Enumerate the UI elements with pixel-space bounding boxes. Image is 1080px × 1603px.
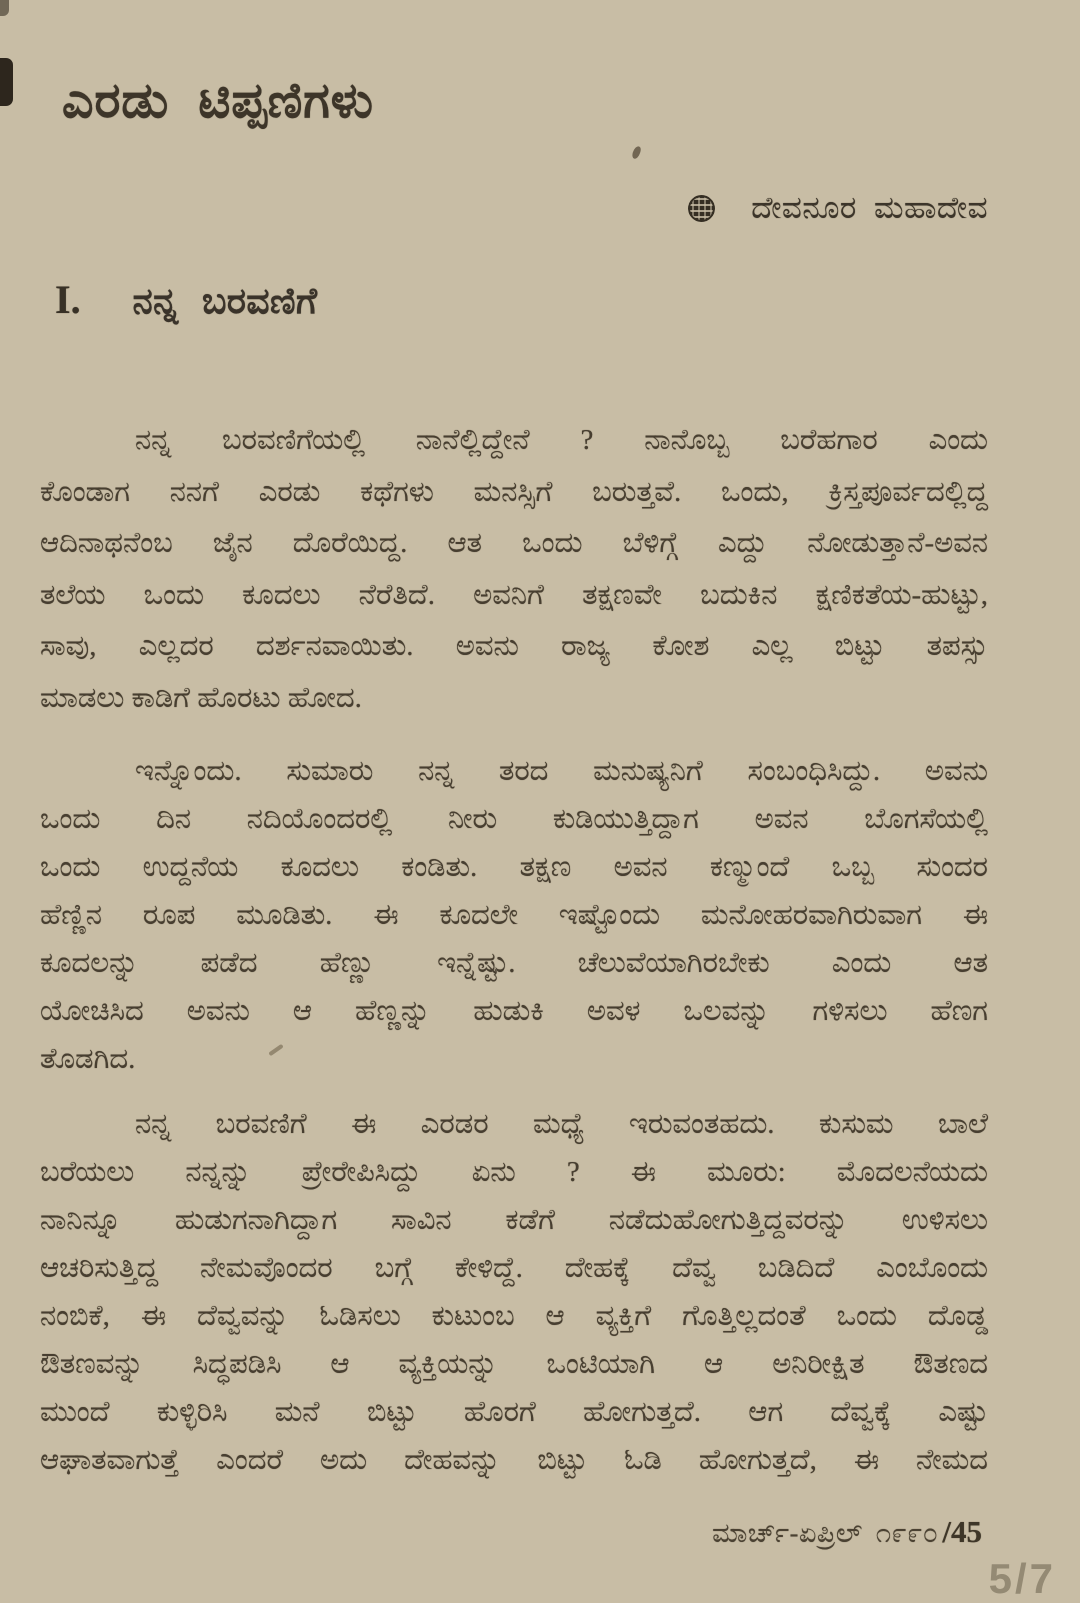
body-line: ಯೋಚಿಸಿದ ಅವನು ಆ ಹೆಣ್ಣನ್ನು ಹುಡುಕಿ ಅವಳ ಒಲವನ್ನು ಗಳಿಸಲು ಹೆಣಗ	[40, 995, 988, 1027]
byline	[688, 190, 988, 227]
body-line: ಔತಣವನ್ನು ಸಿದ್ಧಪಡಿಸಿ ಆ ವ್ಯಕ್ತಿಯನ್ನು ಒಂಟಿಯಾಗಿ ಆ ಅನಿರೀಕ್ಷಿತ ಔತಣದ	[40, 1348, 988, 1380]
body-line: ಸಾವು, ಎಲ್ಲದರ ದರ್ಶನವಾಯಿತು. ಅವನು ರಾಜ್ಯ ಕೋಶ ಎಲ್ಲ ಬಿಟ್ಟು ತಪಸ್ಸು	[40, 630, 988, 662]
body-line: ನಂಬಿಕೆ, ಈ ದೆವ್ವವನ್ನು ಓಡಿಸಲು ಕುಟುಂಬ ಆ ವ್ಯಕ್ತಿಗೆ ಗೊತ್ತಿಲ್ಲದಂತೆ ಒಂದು ದೊಡ್ಡ	[40, 1300, 988, 1332]
body-line: ಹೆಣ್ಣಿನ ರೂಪ ಮೂಡಿತು. ಈ ಕೂದಲೇ ಇಷ್ಟೊಂದು ಮನೋಹರವಾಗಿರುವಾಗ ಈ	[40, 899, 988, 931]
paragraph-2	[40, 747, 988, 1083]
section-title: ನನ್ನ ಬರವಣಿಗೆ	[132, 281, 318, 321]
scan-artifact-left-bar	[0, 58, 13, 106]
body-line: ಇನ್ನೊಂದು. ಸುಮಾರು ನನ್ನ ತರದ ಮನುಷ್ಯನಿಗೆ ಸಂಬಂಧಿಸಿದ್ದು. ಅವನು	[135, 755, 988, 787]
body-line: ನಾನಿನ್ನೂ ಹುಡುಗನಾಗಿದ್ದಾಗ ಸಾವಿನ ಕಡೆಗೆ ನಡೆದುಹೋಗುತ್ತಿದ್ದವರನ್ನು ಉಳಿಸಲು	[40, 1204, 988, 1236]
scan-artifact-corner	[0, 0, 9, 16]
paragraph-3	[40, 1100, 988, 1484]
body-line: ಕೂದಲನ್ನು ಪಡೆದ ಹೆಣ್ಣು ಇನ್ನೆಷ್ಟು. ಚೆಲುವೆಯಾಗಿರಬೇಕು ಎಂದು ಆತ	[40, 947, 988, 979]
body-line: ಆಘಾತವಾಗುತ್ತೆ ಎಂದರೆ ಅದು ದೇಹವನ್ನು ಬಿಟ್ಟು ಓಡಿ ಹೋಗುತ್ತದೆ, ಈ ನೇಮದ	[40, 1444, 988, 1476]
issue-date: ಮಾರ್ಚ್-ಏಪ್ರಿಲ್ ೧೯೯೦	[712, 1518, 939, 1548]
author-name: ದೇವನೂರ ಮಹಾದೇವ	[751, 190, 988, 225]
body-line: ಮಾಡಲು ಕಾಡಿಗೆ ಹೊರಟು ಹೋದ.	[40, 681, 362, 714]
section-heading	[55, 276, 317, 323]
globe-bullet-icon	[688, 195, 715, 222]
body-line: ಆಚರಿಸುತ್ತಿದ್ದ ನೇಮವೊಂದರ ಬಗ್ಗೆ ಕೇಳಿದ್ದೆ. ದೇಹಕ್ಕೆ ದೆವ್ವ ಬಡಿದಿದೆ ಎಂಬೊಂದು	[40, 1252, 988, 1284]
paragraph-1	[40, 415, 988, 724]
body-line: ಮುಂದೆ ಕುಳ್ಳಿರಿಸಿ ಮನೆ ಬಿಟ್ಟು ಹೊರಗೆ ಹೋಗುತ್ತದೆ. ಆಗ ದೆವ್ವಕ್ಕೆ ಎಷ್ಟು	[40, 1396, 988, 1428]
body-line: ಕೊಂಡಾಗ ನನಗೆ ಎರಡು ಕಥೆಗಳು ಮನಸ್ಸಿಗೆ ಬರುತ್ತವೆ. ಒಂದು, ಕ್ರಿಸ್ತಪೂರ್ವದಲ್ಲಿದ್ದ	[40, 475, 988, 508]
body-line: ತಲೆಯ ಒಂದು ಕೂದಲು ನೆರೆತಿದೆ. ಅವನಿಗೆ ತಕ್ಷಣವೇ ಬದುಕಿನ ಕ್ಷಣಿಕತೆಯ-ಹುಟ್ಟು,	[40, 578, 988, 611]
body-line: ಆದಿನಾಥನೆಂಬ ಜೈನ ದೊರೆಯಿದ್ದ. ಆತ ಒಂದು ಬೆಳಿಗ್ಗೆ ಎದ್ದು ನೋಡುತ್ತಾನೆ-ಅವನ	[40, 527, 988, 559]
body-line: ನನ್ನ ಬರವಣಿಗೆ ಈ ಎರಡರ ಮಧ್ಯೆ ಇರುವಂತಹದು. ಕುಸುಮ ಬಾಲೆ	[135, 1108, 988, 1140]
page-number: /45	[942, 1514, 982, 1549]
body-line: ಒಂದು ದಿನ ನದಿಯೊಂದರಲ್ಲಿ ನೀರು ಕುಡಿಯುತ್ತಿದ್ದಾಗ ಅವನ ಬೊಗಸೆಯಲ್ಲಿ	[40, 803, 988, 835]
body-line: ಒಂದು ಉದ್ದನೆಯ ಕೂದಲು ಕಂಡಿತು. ತಕ್ಷಣ ಅವನ ಕಣ್ಮುಂದೆ ಒಬ್ಬ ಸುಂದರ	[40, 851, 988, 883]
corner-page-indicator: 5/7	[988, 1555, 1056, 1602]
page-footer	[712, 1514, 982, 1550]
article-title: ಎರಡು ಟಿಪ್ಪಣಿಗಳು	[62, 73, 374, 128]
scan-speck	[631, 145, 642, 160]
body-line: ನನ್ನ ಬರವಣಿಗೆಯಲ್ಲಿ ನಾನೆಲ್ಲಿದ್ದೇನೆ ? ನಾನೊಬ್ಬ ಬರೆಹಗಾರ ಎಂದು	[135, 424, 988, 456]
body-line: ತೊಡಗಿದ.	[40, 1043, 136, 1075]
body-line: ಬರೆಯಲು ನನ್ನನ್ನು ಪ್ರೇರೇಪಿಸಿದ್ದು ಏನು ? ಈ ಮೂರು: ಮೊದಲನೆಯದು	[40, 1156, 988, 1188]
section-number: I.	[55, 277, 81, 322]
